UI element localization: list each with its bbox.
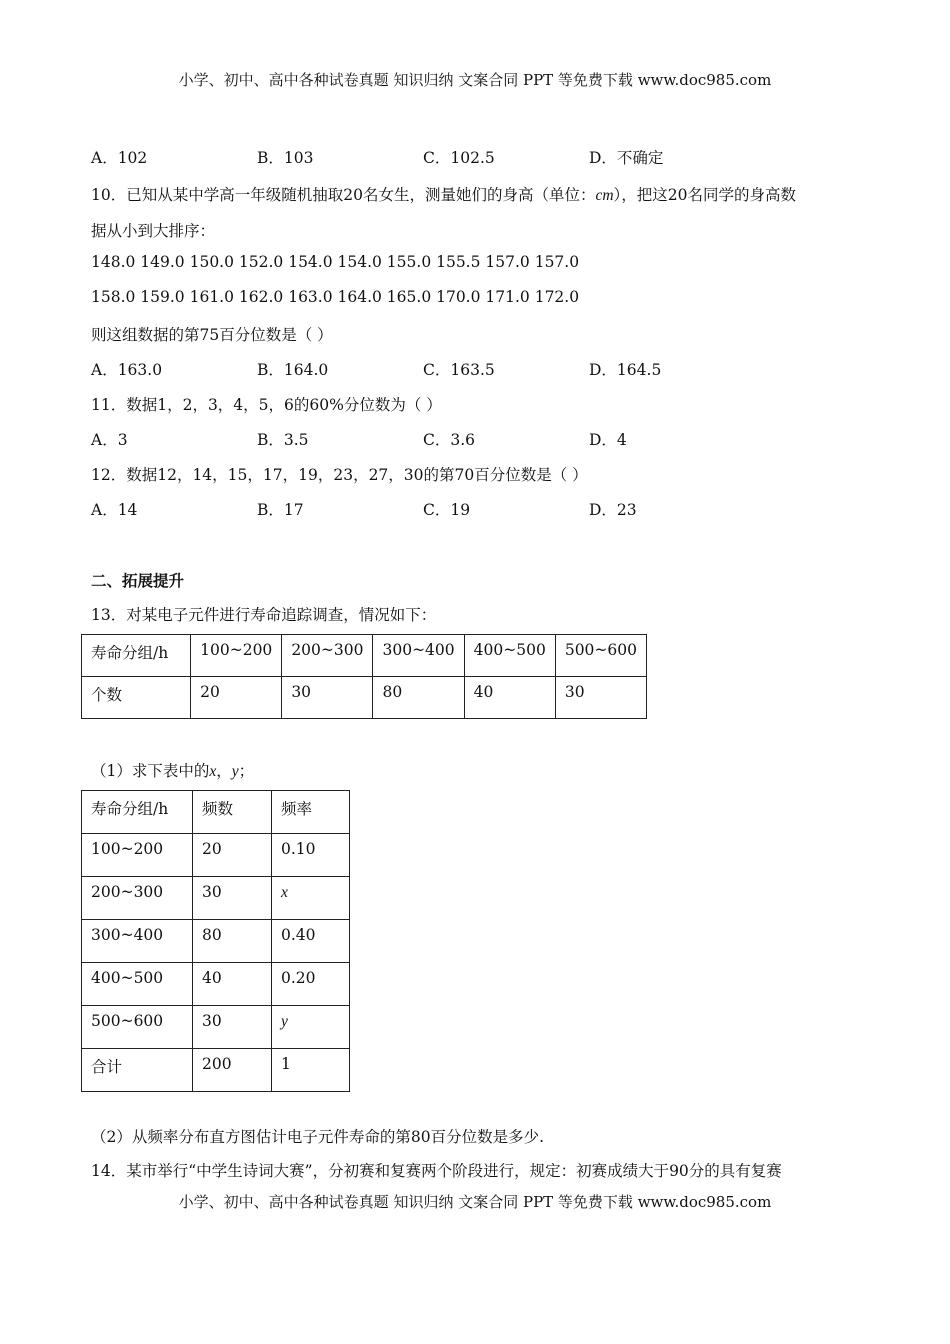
table-row — [82, 635, 647, 677]
table-cell: 20 — [191, 677, 282, 719]
table-cell: 300~400 — [82, 920, 193, 963]
q11-stem: 11．数据1，2，3，4，5，6的60%分位数为（ ） — [91, 396, 442, 414]
table-row — [82, 677, 647, 719]
q12-option-b: B．17 — [257, 501, 304, 519]
table-row — [82, 1049, 350, 1092]
table-cell: 100~200 — [191, 635, 282, 677]
table-cell: 30 — [193, 1006, 272, 1049]
table-cell: 200~300 — [282, 635, 373, 677]
q11-option-b: B．3.5 — [257, 431, 309, 449]
q9-option-b: B．103 — [257, 149, 314, 167]
q9-option-c: C．102.5 — [423, 149, 495, 167]
frequency-table — [81, 790, 350, 1092]
table-cell: 频率 — [272, 791, 350, 834]
q13-part1 — [91, 759, 254, 781]
table-cell: 200~300 — [82, 877, 193, 920]
table-cell: 0.10 — [272, 834, 350, 877]
variable-x: x — [209, 763, 217, 780]
q9-option-a: A．102 — [91, 149, 148, 167]
table-cell: 0.20 — [272, 963, 350, 1006]
page-header: 小学、初中、高中各种试卷真题 知识归纳 文案合同 PPT 等免费下载 www.doc985.com — [178, 71, 772, 89]
table-cell: 寿命分组/h — [82, 635, 191, 677]
q11-option-a: A．3 — [91, 431, 128, 449]
q12-option-d: D．23 — [589, 501, 637, 519]
q10-data-line2: 158.0 159.0 161.0 162.0 163.0 164.0 165.0 170.0 171.0 172.0 — [91, 288, 580, 306]
q14-stem: 14．某市举行“中学生诗词大赛”，分初赛和复赛两个阶段进行，规定：初赛成绩大于90分的具有复赛 — [91, 1162, 782, 1180]
page-footer: 小学、初中、高中各种试卷真题 知识归纳 文案合同 PPT 等免费下载 www.doc985.com — [178, 1193, 772, 1211]
table-cell: 300~400 — [373, 635, 464, 677]
q13-part1-prefix: （1）求下表中的 — [91, 762, 210, 780]
table-cell: 频数 — [193, 791, 272, 834]
table-cell: 200 — [193, 1049, 272, 1092]
table-cell — [272, 877, 350, 920]
table-row — [82, 877, 350, 920]
table-cell: 500~600 — [82, 1006, 193, 1049]
table-cell: 合计 — [82, 1049, 193, 1092]
q13-part1-sep: ， — [216, 762, 232, 780]
table-cell: 40 — [464, 677, 555, 719]
q10-stem-part2: ），把这20名同学的身高数 — [613, 186, 797, 204]
variable-y: y — [231, 763, 239, 780]
table-cell — [272, 1006, 350, 1049]
q10-stem-line2: 据从小到大排序： — [91, 222, 216, 240]
table-cell: 30 — [193, 877, 272, 920]
q10-data-line1: 148.0 149.0 150.0 152.0 154.0 154.0 155.0 155.5 157.0 157.0 — [91, 253, 580, 271]
q12-option-c: C．19 — [423, 501, 471, 519]
q10-stem-part1: 10．已知从某中学高一年级随机抽取20名女生，测量她们的身高（单位： — [91, 186, 596, 204]
table-cell: 80 — [373, 677, 464, 719]
q11-option-c: C．3.6 — [423, 431, 476, 449]
q12-option-a: A．14 — [91, 501, 138, 519]
q13-part2: （2）从频率分布直方图估计电子元件寿命的第80百分位数是多少. — [91, 1128, 545, 1146]
table-cell: 0.40 — [272, 920, 350, 963]
q12-stem: 12．数据12，14，15，17，19，23，27，30的第70百分位数是（ ） — [91, 466, 588, 484]
q10-stem-line1 — [91, 183, 796, 205]
q13-stem: 13．对某电子元件进行寿命追踪调查，情况如下： — [91, 606, 437, 624]
section-title: 二、拓展提升 — [91, 572, 185, 590]
q10-option-b: B．164.0 — [257, 361, 329, 379]
table-cell: 80 — [193, 920, 272, 963]
table-cell: 40 — [193, 963, 272, 1006]
q9-option-d: D．不确定 — [589, 149, 664, 167]
table-cell: 400~500 — [464, 635, 555, 677]
variable-y: y — [281, 1013, 288, 1030]
table-row — [82, 1006, 350, 1049]
table-cell: 500~600 — [555, 635, 646, 677]
lifespan-count-table — [81, 634, 647, 719]
q10-question: 则这组数据的第75百分位数是（ ） — [91, 326, 333, 344]
table-cell: 个数 — [82, 677, 191, 719]
table-cell: 100~200 — [82, 834, 193, 877]
q13-part1-suffix: ； — [238, 762, 255, 780]
table-cell: 20 — [193, 834, 272, 877]
table-cell: 寿命分组/h — [82, 791, 193, 834]
table-row — [82, 920, 350, 963]
table-row — [82, 834, 350, 877]
table-cell: 1 — [272, 1049, 350, 1092]
q11-option-d: D．4 — [589, 431, 627, 449]
q10-option-a: A．163.0 — [91, 361, 163, 379]
table-cell: 30 — [282, 677, 373, 719]
table-row — [82, 963, 350, 1006]
variable-x: x — [281, 884, 288, 901]
q10-unit: cm — [595, 187, 614, 204]
table-cell: 400~500 — [82, 963, 193, 1006]
table-row — [82, 791, 350, 834]
q10-option-d: D．164.5 — [589, 361, 662, 379]
q10-option-c: C．163.5 — [423, 361, 495, 379]
table-cell: 30 — [555, 677, 646, 719]
